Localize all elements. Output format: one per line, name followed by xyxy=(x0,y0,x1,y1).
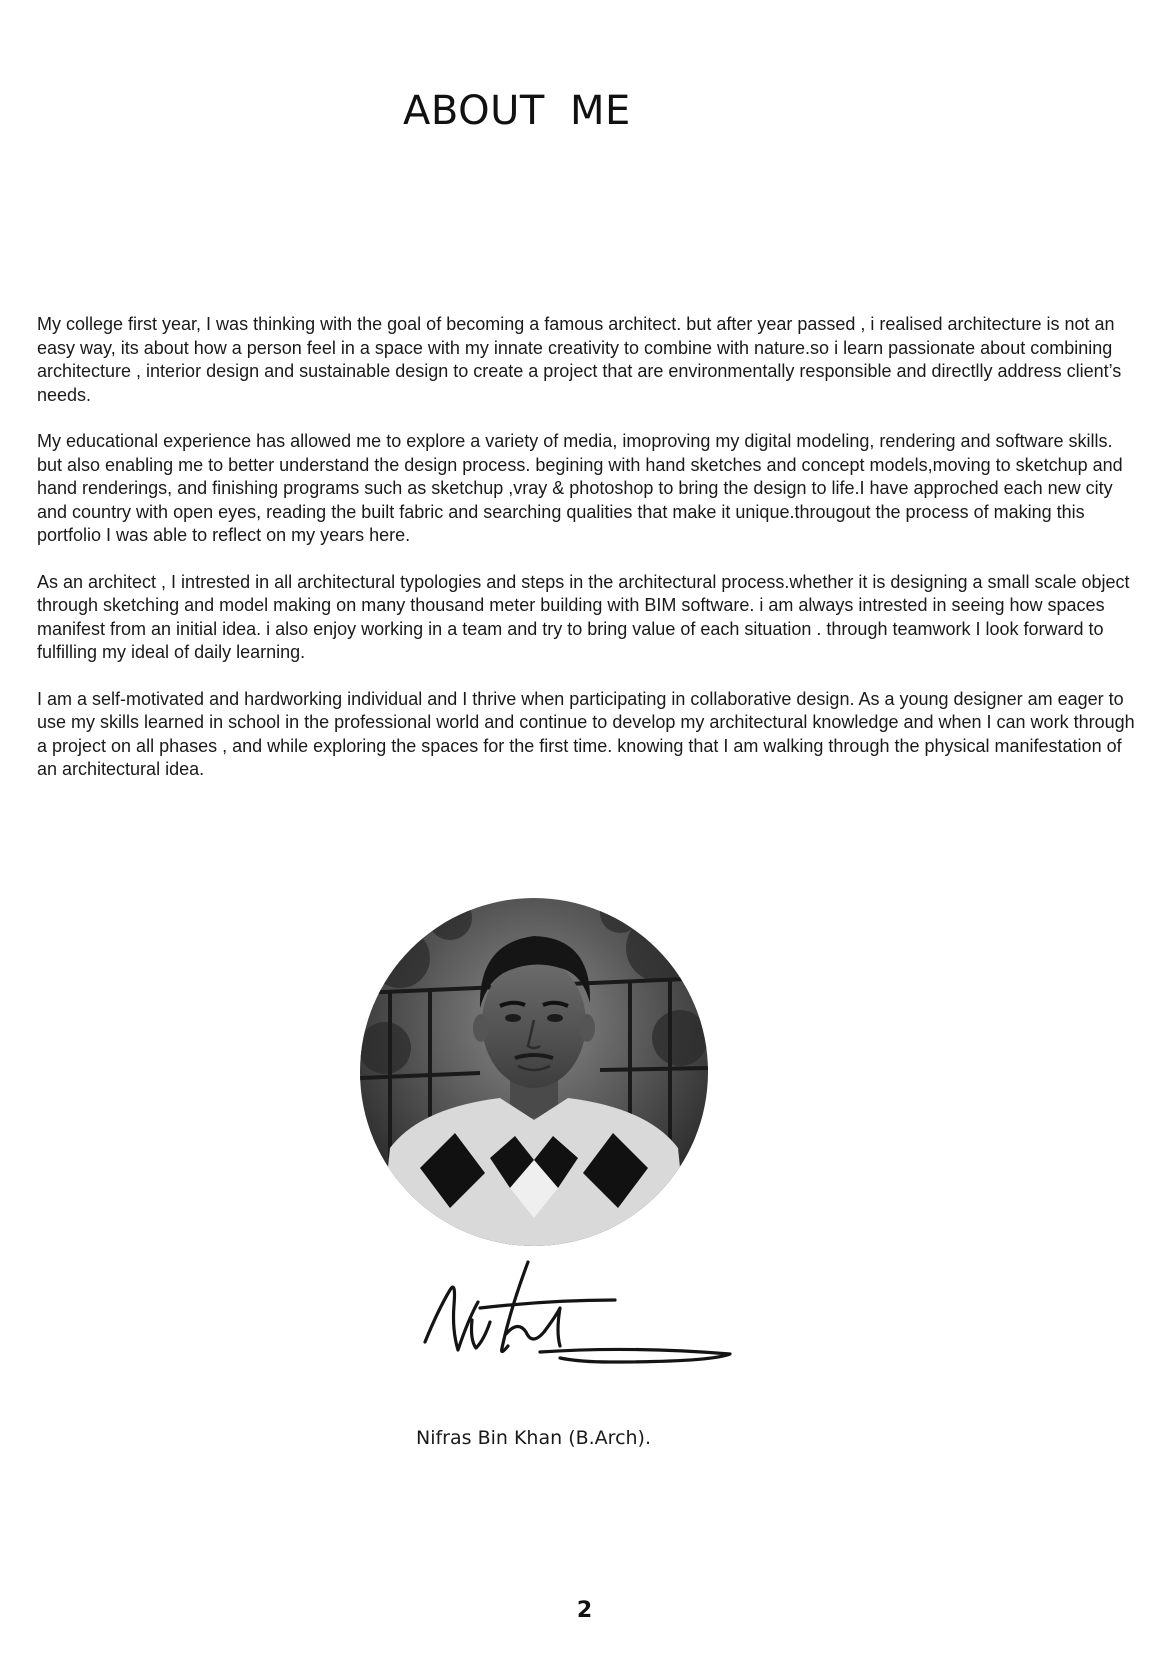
author-name: Nifras Bin Khan (B.Arch). xyxy=(416,1427,652,1449)
page-title: ABOUT ME xyxy=(403,88,631,134)
portrait-photo xyxy=(360,898,708,1246)
bio-paragraph-3: As an architect , I intrested in all architectural typologies and steps in the architectural process.whether it is designing a small scale object through sketching and model making on many thousand meter building with BIM software. i am always intrested in seeing how spaces manifest from an initial idea. i also enjoy working in a team and try to bring value of each situation . through teamwork I look forward to fulfilling my ideal of daily learning. xyxy=(37,571,1130,662)
bio-text xyxy=(37,313,1137,805)
signature-scribble xyxy=(410,1250,770,1400)
bio-paragraph-4: I am a self-motivated and hardworking individual and I thrive when participating in collaborative design. As a young designer am eager to use my skills learned in school in the professional world and continue to develop my architectural knowledge and when I can work through a project on all phases , and while exploring the spaces for the first time. knowing that I am walking through the physical manifestation of an architectural idea. xyxy=(37,688,1135,779)
bio-paragraph-2: My educational experience has allowed me to explore a variety of media, imoproving my digital modeling, rendering and software skills. but also enabling me to better understand the design process. begining with hand sketches and concept models,moving to sketchup and hand renderings, and finishing programs such as sketchup ,vray & photoshop to bring the design to life.I have approched each new city and country with open eyes, reading the built fabric and searching qualities that make it unique.througout the process of making this portfolio I was able to reflect on my years here. xyxy=(37,431,1123,545)
signature xyxy=(410,1250,770,1400)
page-number: 2 xyxy=(576,1598,593,1623)
bio-paragraph-1: My college first year, I was thinking with the goal of becoming a famous architect. but after year passed , i realised architecture is not an easy way, its about how a person feel in a space with my innate creativity to combine with nature.so i learn passionate about combining architecture , interior design and sustainable design to create a project that are environmentally responsible and directlly address client’s needs. xyxy=(37,314,1122,405)
portrait-illustration xyxy=(360,898,708,1246)
